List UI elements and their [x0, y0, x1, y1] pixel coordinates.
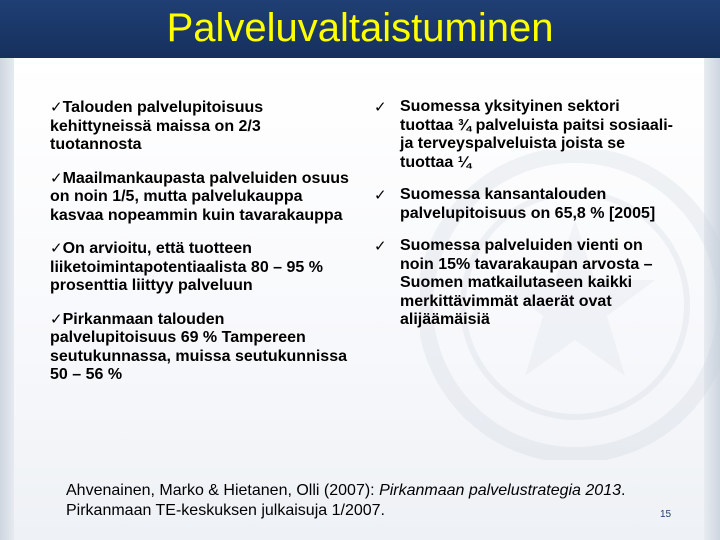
page-number: 15	[660, 509, 672, 520]
left-bullet-1-text: Talouden palvelupitoisuus kehittyneissä maissa on 2/3 tuotannosta	[50, 99, 264, 153]
reference-citation	[66, 481, 666, 521]
reference-title: Pirkanmaan palvelustrategia 2013	[379, 482, 621, 499]
left-bullet-column	[50, 98, 350, 399]
slide-title: Palveluvaltaistuminen	[166, 6, 554, 50]
right-bullet-1-text: Suomessa yksityinen sektori tuottaa ¾ palveluista paitsi sosiaali- ja terveyspalveluista joista se tuottaa ¼	[400, 98, 673, 171]
left-bullet-4-text: Pirkanmaan talouden palvelupitoisuus 69 % Tampereen seutukunnassa, muissa seutukunnissa 50 – 56 %	[50, 310, 347, 383]
right-bullet-column	[374, 98, 674, 344]
checkmark-icon: ✓	[50, 309, 63, 328]
reference-authors: Ahvenainen, Marko & Hietanen, Olli (2007):	[66, 482, 380, 499]
right-bullet-2-text: Suomessa kansantalouden palvelupitoisuus on 65,8 % [2005]	[400, 186, 656, 222]
checkmark-icon: ✓	[50, 98, 63, 116]
checkmark-icon: ✓	[50, 239, 63, 257]
checkmark-icon: ✓	[374, 98, 387, 116]
left-bullet-2	[50, 169, 350, 226]
checkmark-icon: ✓	[374, 237, 387, 255]
right-bullet-1	[374, 98, 674, 172]
right-bullet-3	[374, 237, 674, 330]
left-bullet-2-text: Maailmankaupasta palveluiden osuus on noin 1/5, mutta palvelukauppa kasvaa nopeammin kuin tavarakauppa	[50, 169, 349, 224]
right-bullet-3-text: Suomessa palveluiden vienti on noin 15% tavarakaupan arvosta – Suomen matkailutaseen kaikki merkittävimmät alaerät ovat alijäämäisiä	[400, 237, 653, 328]
left-bullet-3	[50, 239, 350, 296]
reference-rest: . Pirkanmaan TE-keskuksen julkaisuja 1/2007.	[66, 482, 626, 519]
left-decorative-strip	[0, 58, 14, 540]
title-bar	[0, 0, 720, 58]
right-bullet-2	[374, 186, 674, 223]
left-bullet-4	[50, 310, 350, 385]
checkmark-icon: ✓	[374, 186, 387, 204]
checkmark-icon: ✓	[50, 168, 63, 187]
left-bullet-3-text: On arvioitu, että tuotteen liiketoimintapotentiaalista 80 – 95 % prosenttia liittyy palveluun	[50, 240, 323, 294]
left-bullet-1	[50, 98, 350, 155]
